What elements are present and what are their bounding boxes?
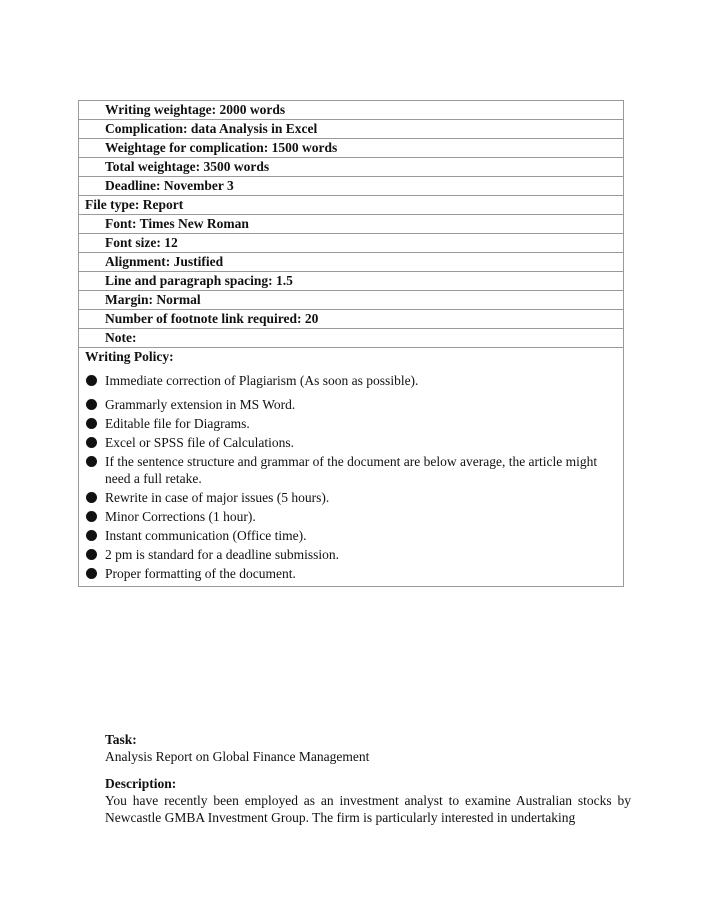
- list-item-text: Instant communication (Office time).: [105, 528, 307, 543]
- bullet-icon: [86, 375, 97, 386]
- list-item: [79, 434, 623, 451]
- font-size-spec: Font size: 12: [79, 234, 623, 253]
- total-weightage: Total weightage: 3500 words: [79, 158, 623, 177]
- footnote-spec: Number of footnote link required: 20: [79, 310, 623, 329]
- weightage-complication: Weightage for complication: 1500 words: [79, 139, 623, 158]
- list-item-text: Immediate correction of Plagiarism (As soon as possible).: [105, 373, 419, 388]
- bullet-icon: [86, 399, 97, 410]
- bullet-icon: [86, 568, 97, 579]
- list-item-text: Grammarly extension in MS Word.: [105, 397, 296, 412]
- list-item-text: Editable file for Diagrams.: [105, 416, 250, 431]
- list-item: [79, 372, 623, 389]
- writing-policy-cell: [79, 348, 623, 586]
- list-item: [79, 396, 623, 413]
- list-item: [79, 453, 623, 487]
- deadline: Deadline: November 3: [79, 177, 623, 196]
- list-item: [79, 546, 623, 563]
- bullet-icon: [86, 437, 97, 448]
- file-type: File type: Report: [79, 196, 623, 215]
- spacing-spec: Line and paragraph spacing: 1.5: [79, 272, 623, 291]
- writing-policy-list: [79, 372, 623, 586]
- bullet-icon: [86, 530, 97, 541]
- description-label: Description:: [105, 776, 177, 791]
- font-spec: Font: Times New Roman: [79, 215, 623, 234]
- list-item: [79, 508, 623, 525]
- description-text: You have recently been employed as an investment analyst to examine Australian stocks by Newcastle GMBA Investment Group. The firm is particularly interested in undertaking: [105, 793, 631, 825]
- note-spec: Note:: [79, 329, 623, 348]
- list-item: [79, 489, 623, 506]
- bullet-icon: [86, 456, 97, 467]
- bullet-icon: [86, 511, 97, 522]
- task-label: Task:: [105, 732, 137, 747]
- writing-weightage: Writing weightage: 2000 words: [79, 101, 623, 120]
- bullet-icon: [86, 549, 97, 560]
- list-item-text: Rewrite in case of major issues (5 hours).: [105, 490, 330, 505]
- list-item-text: Minor Corrections (1 hour).: [105, 509, 256, 524]
- alignment-spec: Alignment: Justified: [79, 253, 623, 272]
- list-item: [79, 527, 623, 544]
- list-item-text: 2 pm is standard for a deadline submission.: [105, 547, 339, 562]
- complication: Complication: data Analysis in Excel: [79, 120, 623, 139]
- list-item: [79, 415, 623, 432]
- task-title: Analysis Report on Global Finance Management: [105, 749, 370, 764]
- list-item-text: Proper formatting of the document.: [105, 566, 296, 581]
- list-item-text: If the sentence structure and grammar of the document are below average, the article might need a full retake.: [105, 454, 598, 486]
- list-item-text: Excel or SPSS file of Calculations.: [105, 435, 294, 450]
- task-section: [105, 731, 631, 826]
- list-item: [79, 565, 623, 582]
- bullet-icon: [86, 418, 97, 429]
- requirements-table: [78, 100, 624, 587]
- margin-spec: Margin: Normal: [79, 291, 623, 310]
- writing-policy-title: Writing Policy:: [85, 349, 174, 364]
- bullet-icon: [86, 492, 97, 503]
